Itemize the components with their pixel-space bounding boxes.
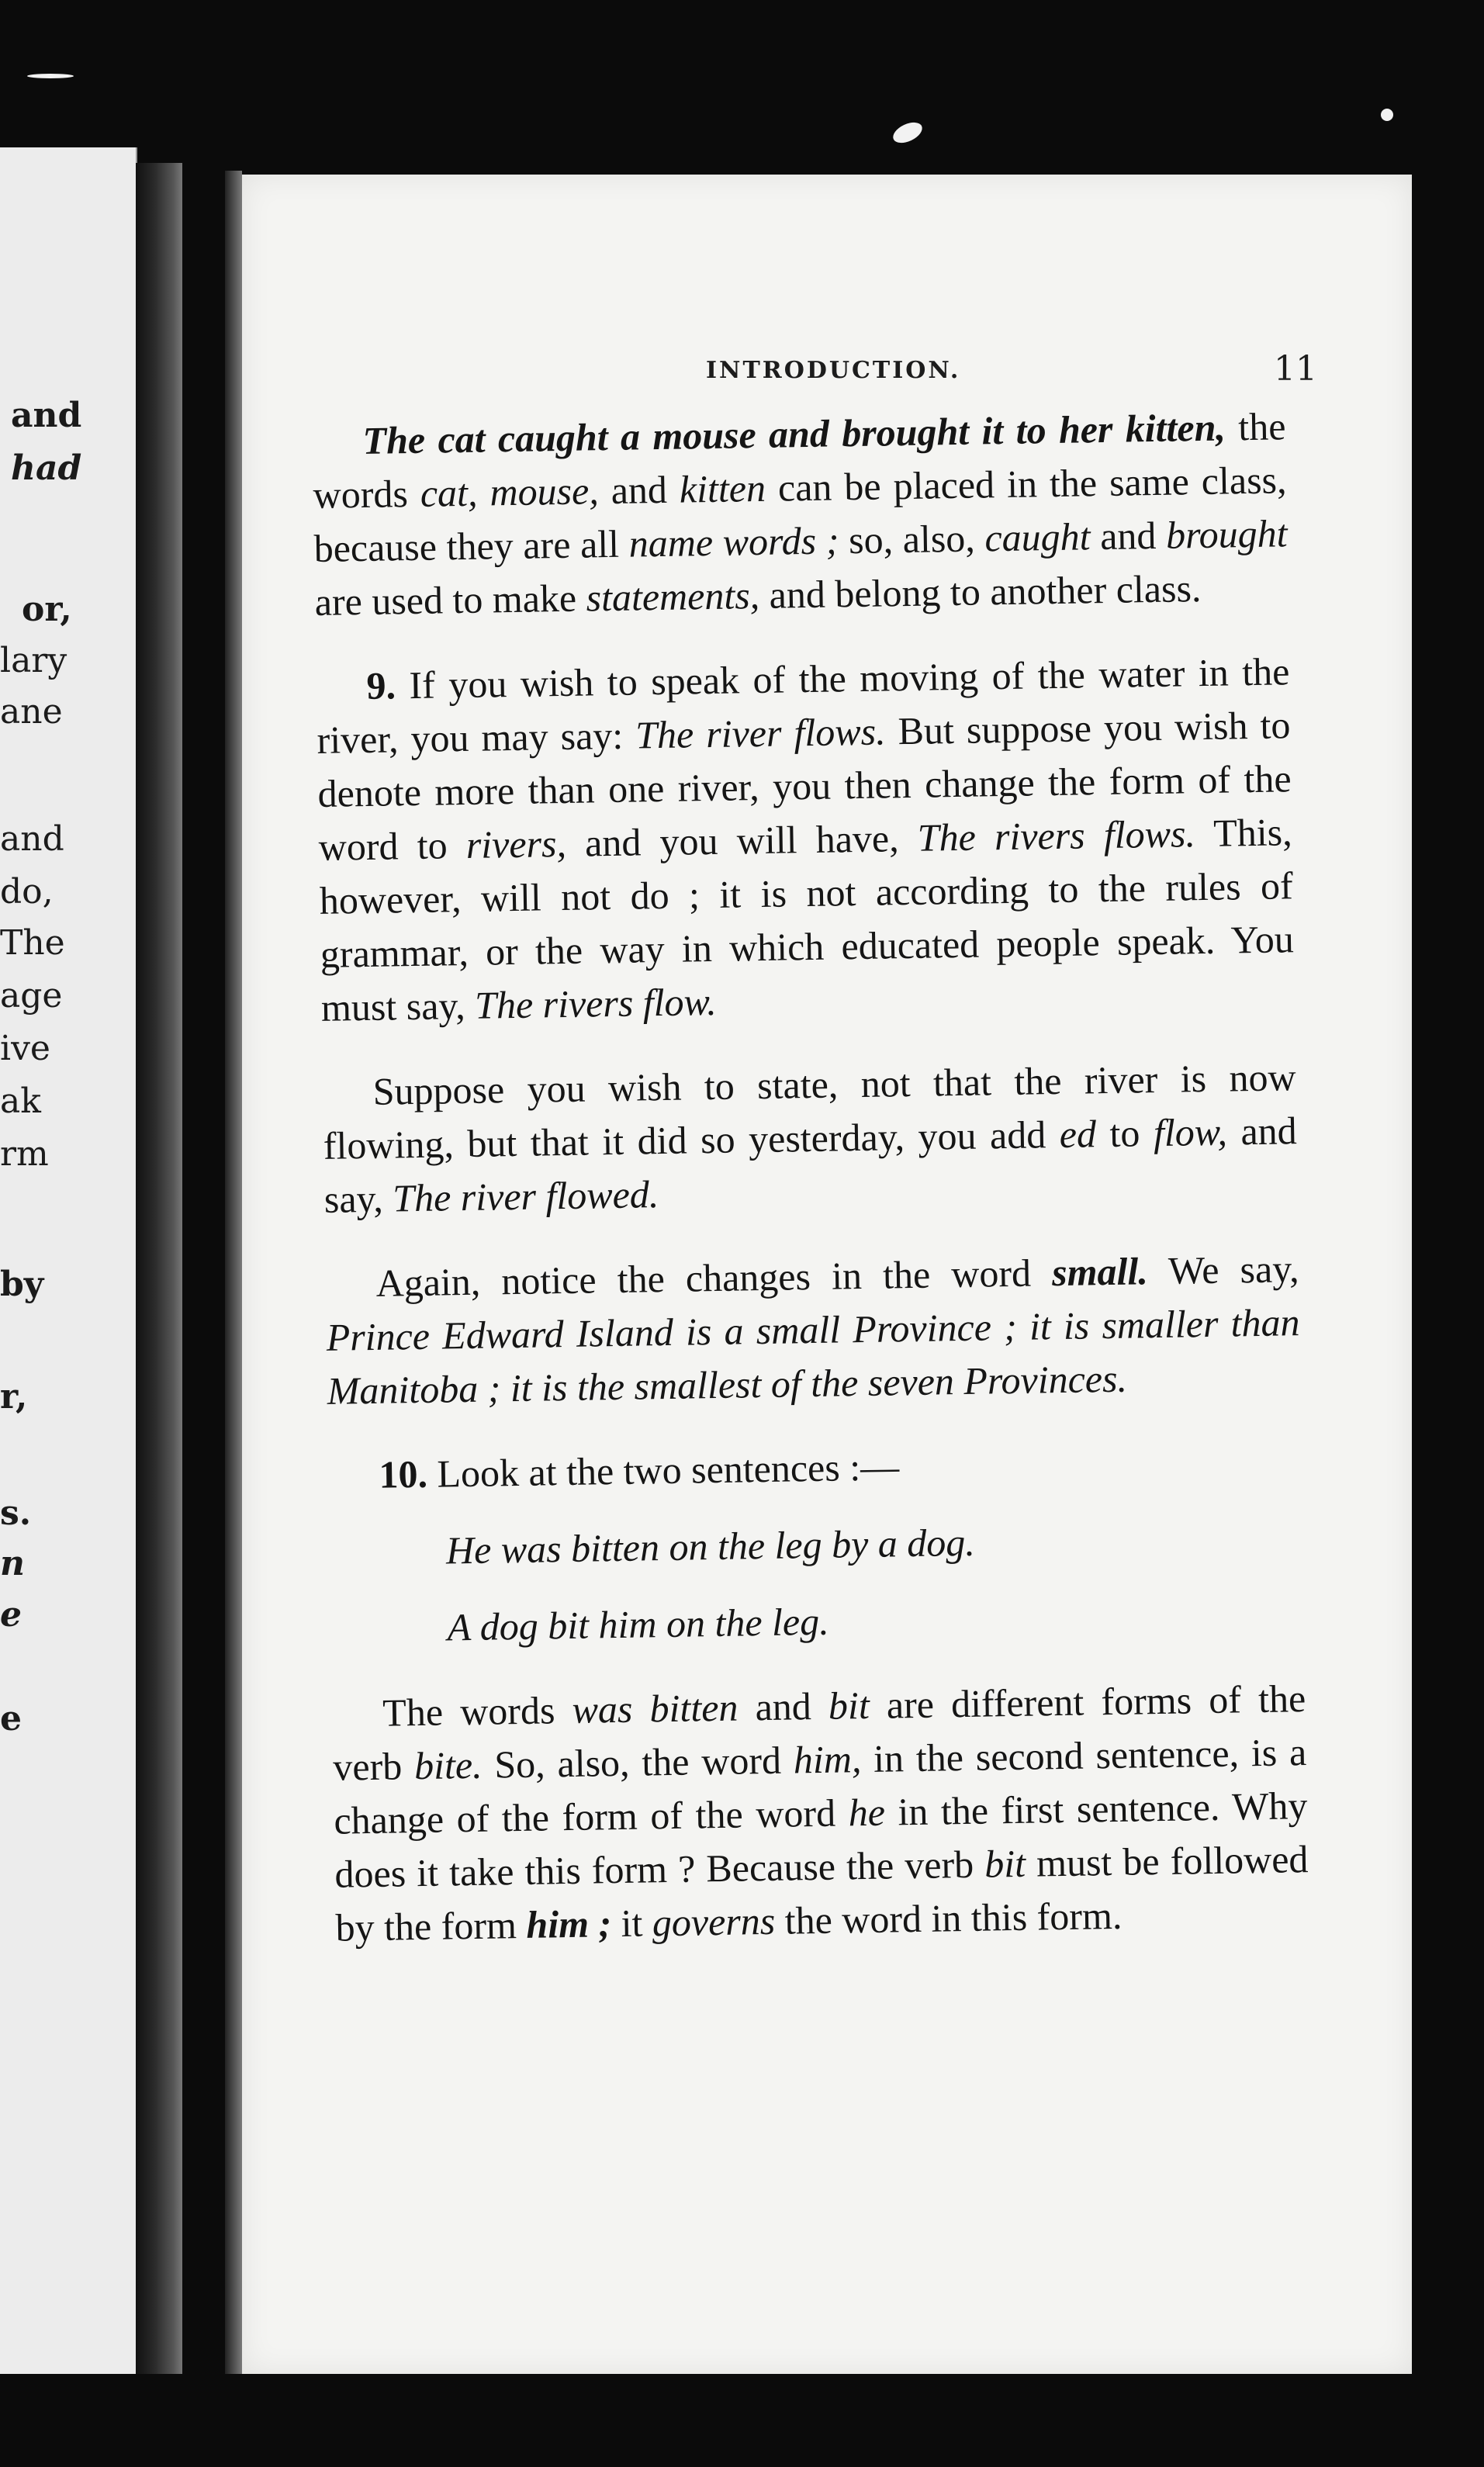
running-head: INTRODUCTION.	[706, 357, 961, 384]
italic-term: The river flows.	[635, 709, 886, 757]
text-run: and belong to another class.	[759, 566, 1202, 617]
text-run: are different forms of the verb	[332, 1676, 1306, 1789]
section-number: 10.	[379, 1451, 428, 1496]
facing-page-fragment: and	[11, 396, 82, 435]
italic-term: rivers,	[465, 821, 567, 867]
example-sentence: Prince Edward Island is a small Province ; it is smaller than Manitoba ; it is the smallest of the seven Provinces.	[326, 1300, 1300, 1413]
facing-page-fragment: by	[0, 1265, 44, 1304]
text-run: so, also,	[838, 516, 985, 562]
text-run: and	[598, 467, 680, 513]
scan-speck	[1381, 109, 1393, 121]
text-run: in the first sentence. Why does it take this form ? Because the verb	[334, 1784, 1308, 1896]
paragraph-9	[316, 645, 1295, 1035]
text-run: can be placed in the same class, because they are all	[313, 458, 1287, 570]
facing-page-fragment: ak	[0, 1081, 41, 1121]
italic-term: bit	[828, 1683, 870, 1728]
text-run: We say,	[1147, 1247, 1299, 1293]
text-run: Look at the two sentences :—	[427, 1445, 900, 1496]
facing-page-fragment: rm	[0, 1134, 49, 1174]
text-run: the word in this form.	[774, 1893, 1123, 1943]
facing-page-fragment: e	[0, 1595, 22, 1635]
facing-page-fragment: ane	[0, 692, 63, 732]
text-run: and you will have,	[566, 815, 918, 865]
italic-term: cat, mouse,	[420, 469, 600, 515]
italic-term: him ;	[525, 1901, 612, 1946]
text-run: to	[1095, 1111, 1154, 1156]
paragraph-classes	[312, 400, 1289, 629]
example-sentence: The cat caught a mouse and brought it to her kitten,	[362, 405, 1226, 462]
text-run: Again, notice the changes in the word	[375, 1251, 1053, 1305]
facing-page-fragment: had	[11, 448, 82, 488]
text-run: This, however, will not do ; it is not according to the rules of grammar, or the way in which educated people speak. You must say,	[319, 810, 1295, 1029]
facing-page-fragment: n	[0, 1544, 25, 1583]
italic-term: ed	[1059, 1112, 1097, 1156]
paragraph-comparison	[325, 1242, 1301, 1418]
text-run: But suppose you wish to denote more than one river, you then change the form of the word to	[317, 703, 1292, 869]
facing-page-fragment: s.	[0, 1493, 32, 1533]
text-run: must be followed by the form	[335, 1837, 1309, 1950]
italic-term: The river flowed.	[392, 1172, 659, 1220]
book-gutter-shadow	[136, 163, 182, 2374]
italic-term: The rivers flows.	[917, 811, 1196, 860]
text-run: and	[1090, 513, 1167, 559]
facing-page-fragment: The	[0, 923, 65, 963]
italic-term: he	[848, 1790, 886, 1835]
paragraph-verb-forms	[332, 1672, 1309, 1955]
text-run: in the second sentence, is a change of the form of the word	[334, 1730, 1307, 1842]
page-number: 11	[1274, 349, 1317, 389]
facing-page-edge	[0, 147, 137, 2374]
italic-term: brought	[1165, 511, 1288, 557]
scan-speck	[890, 119, 925, 147]
italic-term: kitten	[679, 465, 766, 511]
italic-term: caught	[984, 514, 1091, 560]
text-run: So, also, the word	[482, 1738, 794, 1787]
example-sentence-2: A dog bit him on the leg.	[447, 1599, 830, 1649]
italic-term: governs	[652, 1898, 776, 1945]
section-number: 9.	[366, 663, 396, 708]
paragraph-past-tense	[322, 1050, 1298, 1227]
italic-term: statements,	[586, 573, 760, 620]
italic-term: bit	[984, 1841, 1026, 1886]
facing-page-fragment: age	[0, 976, 63, 1016]
italic-term: was bitten	[572, 1685, 739, 1732]
scan-speck	[27, 74, 74, 78]
facing-page-fragment: e	[0, 1699, 22, 1739]
italic-term: flow,	[1153, 1109, 1228, 1155]
facing-page-fragment: r,	[0, 1377, 28, 1417]
facing-page-fragment: lary	[0, 641, 67, 680]
page-edge-shadow	[225, 171, 242, 2374]
example-sentence-1: He was bitten on the leg by a dog.	[445, 1520, 976, 1573]
facing-page-fragment: and	[0, 819, 64, 859]
book-page	[242, 175, 1412, 2374]
text-run: If you wish to speak of the moving of the water in the river, you may say:	[317, 649, 1290, 762]
italic-term: name words ;	[628, 518, 839, 566]
italic-term: small.	[1051, 1249, 1149, 1295]
text-run: The words	[382, 1687, 572, 1735]
text-run: and say,	[323, 1109, 1298, 1221]
text-run: Suppose you wish to state, not that the river is now flowing, but that it did so yesterday, you add	[323, 1055, 1296, 1168]
text-run: it	[611, 1901, 653, 1946]
facing-page-fragment: do,	[0, 872, 54, 912]
italic-term: bite.	[413, 1742, 483, 1788]
text-run: and	[737, 1683, 829, 1729]
text-run: the words	[313, 404, 1286, 517]
italic-term: him,	[793, 1737, 862, 1782]
italic-term: The rivers flow.	[474, 979, 718, 1027]
facing-page-fragment: ive	[0, 1029, 50, 1068]
page-body	[312, 400, 1309, 1954]
facing-page-fragment: or,	[22, 590, 72, 629]
text-run: are used to make	[314, 576, 587, 624]
